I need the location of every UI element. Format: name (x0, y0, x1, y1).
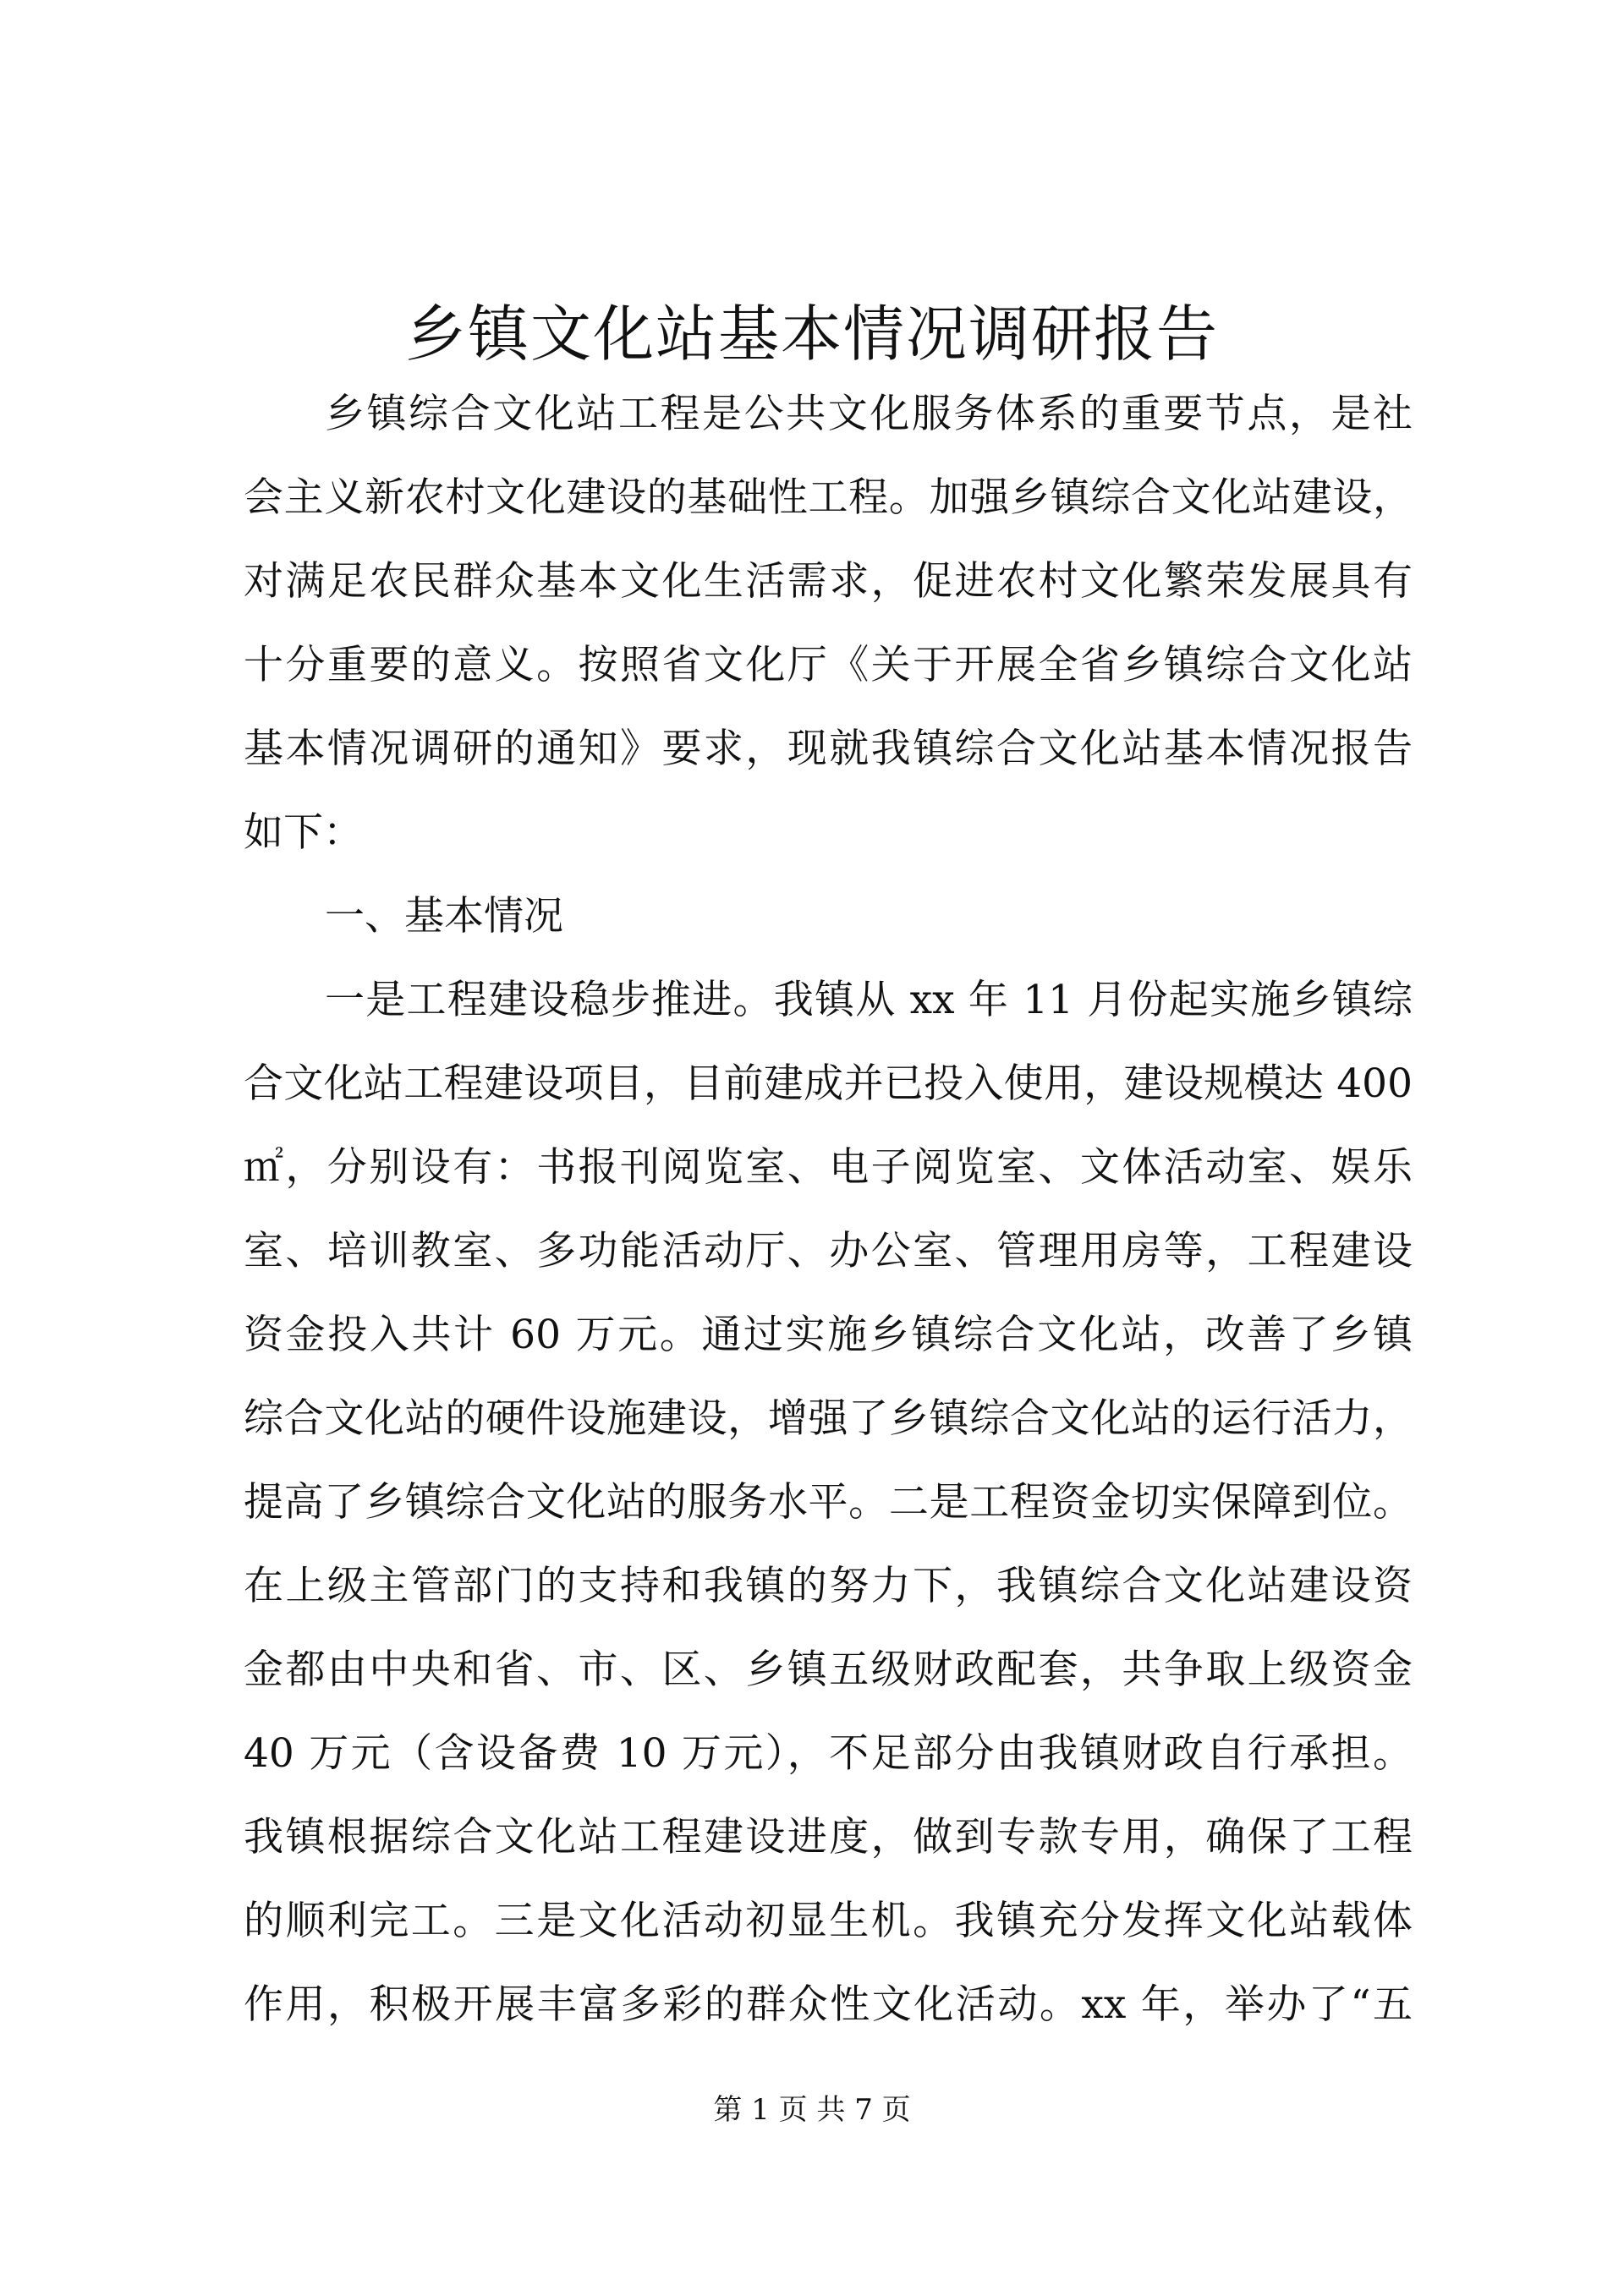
paragraph-line: 基本情况调研的通知》要求，现就我镇综合文化站基本情况报告 (244, 726, 1413, 772)
section-heading: 一、基本情况 (325, 893, 563, 940)
paragraph-line: 金都由中央和省、市、区、乡镇五级财政配套，共争取上级资金 (244, 1647, 1413, 1693)
paragraph-line: 的顺利完工。三是文化活动初显生机。我镇充分发挥文化站载体 (244, 1898, 1413, 1944)
paragraph-line: 对满足农民群众基本文化生活需求，促进农村文化繁荣发展具有 (244, 558, 1413, 605)
paragraph-line: 合文化站工程建设项目，目前建成并已投入使用，建设规模达 400 (244, 1060, 1413, 1107)
paragraph-line: 40 万元（含设备费 10 万元），不足部分由我镇财政自行承担。 (244, 1730, 1413, 1777)
paragraph-line: 我镇根据综合文化站工程建设进度，做到专款专用，确保了工程 (244, 1814, 1413, 1860)
document-body (244, 372, 1413, 2047)
paragraph-line: 室、培训教室、多功能活动厅、办公室、管理用房等，工程建设 (244, 1228, 1413, 1274)
paragraph-line: 资金投入共计 60 万元。通过实施乡镇综合文化站，改善了乡镇 (244, 1312, 1413, 1358)
paragraph-line: 在上级主管部门的支持和我镇的努力下，我镇综合文化站建设资 (244, 1563, 1413, 1609)
paragraph-line: 十分重要的意义。按照省文化厅《关于开展全省乡镇综合文化站 (244, 642, 1413, 688)
page-footer: 第 1 页 共 7 页 (713, 2093, 911, 2127)
paragraph-line: 综合文化站的硬件设施建设，增强了乡镇综合文化站的运行活力， (244, 1395, 1413, 1442)
paragraph-line: 一是工程建设稳步推进。我镇从 xx 年 11 月份起实施乡镇综 (325, 977, 1413, 1023)
paragraph-line: 提高了乡镇综合文化站的服务水平。二是工程资金切实保障到位。 (244, 1479, 1413, 1526)
paragraph-line: 乡镇综合文化站工程是公共文化服务体系的重要节点，是社 (325, 391, 1413, 437)
paragraph-line: 如下： (244, 809, 363, 856)
paragraph-line: ㎡，分别设有：书报刊阅览室、电子阅览室、文体活动室、娱乐 (244, 1144, 1413, 1191)
paragraph-line: 作用，积极开展丰富多彩的群众性文化活动。xx 年，举办了“五 (244, 1981, 1413, 2028)
document-title: 乡镇文化站基本情况调研报告 (404, 299, 1219, 370)
paragraph-line: 会主义新农村文化建设的基础性工程。加强乡镇综合文化站建设， (244, 474, 1413, 521)
